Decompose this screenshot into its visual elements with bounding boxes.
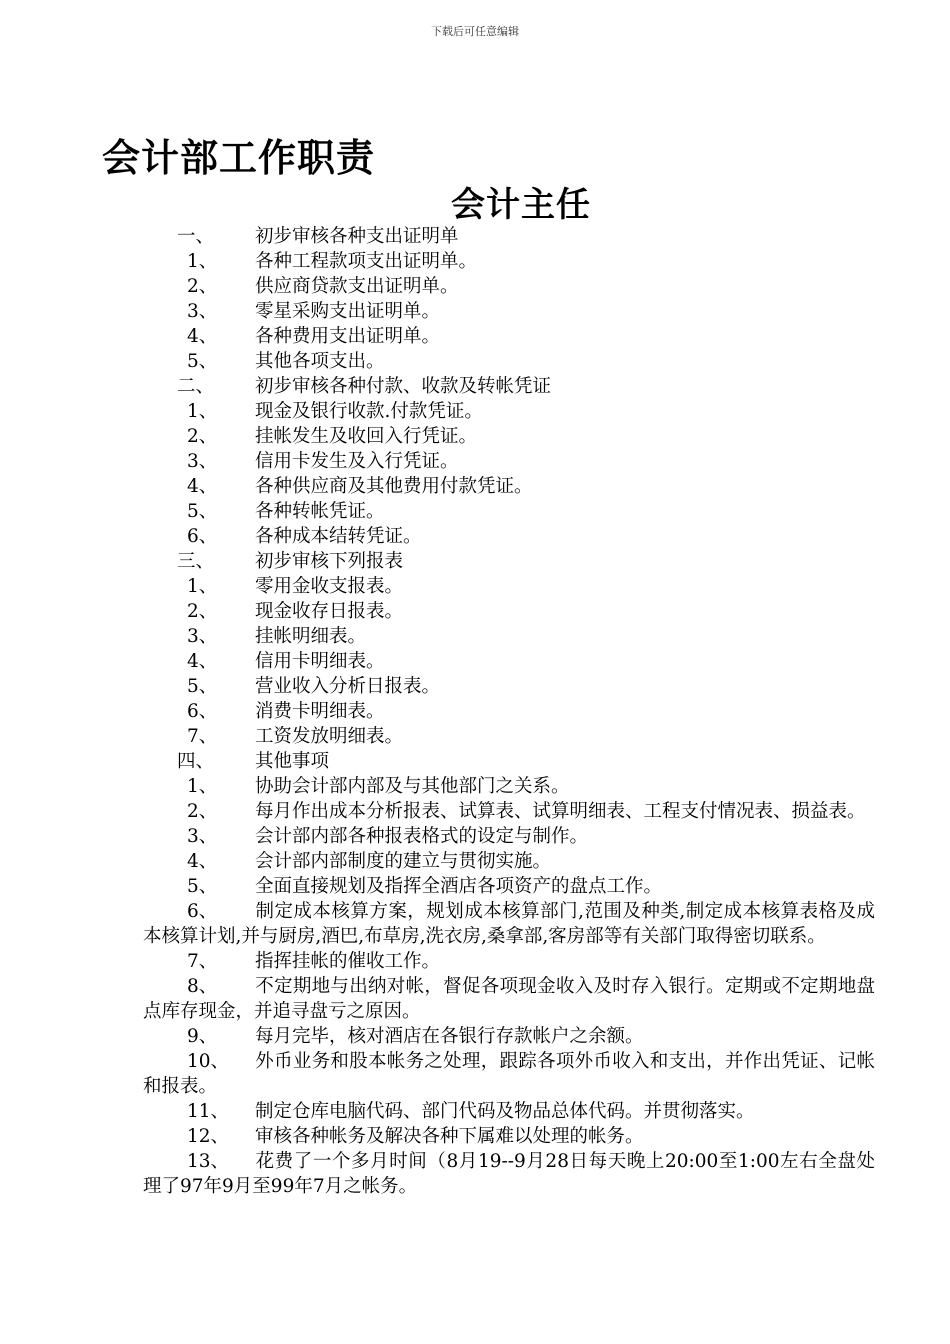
list-item: [143, 624, 875, 649]
item-number: 1、: [187, 776, 218, 797]
item-text: 每月完毕，核对酒店在各银行存款帐户之余额。: [255, 1026, 644, 1047]
item-number: 6、: [187, 701, 218, 722]
list-item: [143, 849, 875, 874]
item-number: 3、: [187, 626, 218, 647]
item-text: 工资发放明细表。: [255, 726, 404, 747]
section-number: 二、: [177, 376, 215, 397]
list-item: [143, 474, 875, 499]
list-item: [143, 774, 875, 799]
item-number: 1、: [187, 401, 218, 422]
item-text: 各种转帐凭证。: [255, 501, 385, 522]
list-item: [143, 824, 875, 849]
item-number: 1、: [187, 251, 218, 272]
section-number: 四、: [177, 751, 215, 772]
section-title: 初步审核下列报表: [255, 551, 404, 572]
item-text: 会计部内部制度的建立与贯彻实施。: [255, 851, 552, 872]
list-item: [143, 324, 875, 349]
list-item: [143, 249, 875, 274]
item-text: 各种供应商及其他费用付款凭证。: [255, 476, 533, 497]
item-text: 现金及银行收款.付款凭证。: [255, 401, 483, 422]
item-text: 审核各种帐务及解决各种下属难以处理的帐务。: [255, 1126, 644, 1147]
list-item: [143, 499, 875, 524]
item-number: 6、: [187, 526, 218, 547]
list-item: [143, 699, 875, 724]
section-heading: [143, 224, 875, 249]
item-text: 花费了一个多月时间（8月19--9月28日每天晚上20:00至1:00左右全盘处理了97年9月至99年7月之帐务。: [143, 1151, 875, 1197]
item-number: 12、: [187, 1126, 230, 1147]
list-item: [143, 574, 875, 599]
item-text: 消费卡明细表。: [255, 701, 385, 722]
list-item: [143, 424, 875, 449]
item-number: 9、: [187, 1026, 218, 1047]
item-number: 8、: [187, 976, 218, 997]
item-text: 协助会计部内部及与其他部门之关系。: [255, 776, 570, 797]
item-number: 7、: [187, 726, 218, 747]
page-header: 下载后可任意编辑: [431, 25, 519, 38]
item-number: 4、: [187, 651, 218, 672]
list-item: [143, 874, 875, 899]
list-item: [143, 299, 875, 324]
item-number: 2、: [187, 601, 218, 622]
list-item: [143, 1024, 875, 1049]
item-number: 1、: [187, 576, 218, 597]
item-text: 挂帐明细表。: [255, 626, 367, 647]
list-item: [143, 1049, 875, 1099]
list-item: [143, 399, 875, 424]
item-text: 不定期地与出纳对帐，督促各项现金收入及时存入银行。定期或不定期地盘点库存现金，并追寻盘亏之原因。: [143, 976, 875, 1022]
list-item: [143, 524, 875, 549]
item-text: 全面直接规划及指挥全酒店各项资产的盘点工作。: [255, 876, 663, 897]
section-title: 初步审核各种付款、收款及转帐凭证: [255, 376, 552, 397]
item-number: 3、: [187, 301, 218, 322]
list-item: [143, 649, 875, 674]
item-number: 5、: [187, 501, 218, 522]
item-text: 制定仓库电脑代码、部门代码及物品总体代码。并贯彻落实。: [255, 1101, 755, 1122]
item-number: 2、: [187, 276, 218, 297]
list-item: [143, 724, 875, 749]
document-title: 会计部工作职责: [102, 136, 376, 180]
item-number: 10、: [187, 1051, 230, 1072]
item-text: 营业收入分析日报表。: [255, 676, 441, 697]
list-item: [143, 1099, 875, 1124]
section-title: 其他事项: [255, 751, 330, 772]
item-number: 5、: [187, 876, 218, 897]
item-number: 5、: [187, 351, 218, 372]
item-number: 2、: [187, 801, 218, 822]
list-item: [143, 899, 875, 949]
list-item: [143, 349, 875, 374]
item-number: 13、: [187, 1151, 230, 1172]
item-text: 信用卡发生及入行凭证。: [255, 451, 459, 472]
list-item: [143, 974, 875, 1024]
item-text: 制定成本核算方案，规划成本核算部门,范围及种类,制定成本核算表格及成本核算计划,并与厨房,酒巴,布草房,洗衣房,桑拿部,客房部等有关部门取得密切联系。: [143, 901, 875, 947]
section-heading: [143, 374, 875, 399]
item-text: 每月作出成本分析报表、试算表、试算明细表、工程支付情况表、损益表。: [255, 801, 866, 822]
item-number: 11、: [187, 1101, 230, 1122]
list-item: [143, 274, 875, 299]
item-number: 4、: [187, 851, 218, 872]
list-item: [143, 674, 875, 699]
list-item: [143, 799, 875, 824]
item-number: 6、: [187, 901, 218, 922]
item-number: 3、: [187, 826, 218, 847]
item-text: 零星采购支出证明单。: [255, 301, 441, 322]
document-body: [143, 224, 875, 1199]
section-number: 一、: [177, 226, 215, 247]
item-text: 外币业务和股本帐务之处理，跟踪各项外币收入和支出，并作出凭证、记帐和报表。: [143, 1051, 875, 1097]
item-text: 各种工程款项支出证明单。: [255, 251, 478, 272]
item-text: 信用卡明细表。: [255, 651, 385, 672]
section-title: 初步审核各种支出证明单: [255, 226, 459, 247]
item-text: 挂帐发生及收回入行凭证。: [255, 426, 478, 447]
item-number: 7、: [187, 951, 218, 972]
section-number: 三、: [177, 551, 215, 572]
list-item: [143, 1149, 875, 1199]
item-text: 各种费用支出证明单。: [255, 326, 441, 347]
document-subtitle: 会计主任: [451, 185, 591, 225]
item-number: 3、: [187, 451, 218, 472]
item-text: 其他各项支出。: [255, 351, 385, 372]
section-heading: [143, 549, 875, 574]
item-number: 2、: [187, 426, 218, 447]
item-text: 指挥挂帐的催收工作。: [255, 951, 441, 972]
section-heading: [143, 749, 875, 774]
list-item: [143, 1124, 875, 1149]
item-number: 4、: [187, 476, 218, 497]
list-item: [143, 599, 875, 624]
item-text: 供应商贷款支出证明单。: [255, 276, 459, 297]
list-item: [143, 949, 875, 974]
item-number: 4、: [187, 326, 218, 347]
item-text: 各种成本结转凭证。: [255, 526, 422, 547]
item-text: 会计部内部各种报表格式的设定与制作。: [255, 826, 589, 847]
item-text: 现金收存日报表。: [255, 601, 404, 622]
item-number: 5、: [187, 676, 218, 697]
item-text: 零用金收支报表。: [255, 576, 404, 597]
list-item: [143, 449, 875, 474]
